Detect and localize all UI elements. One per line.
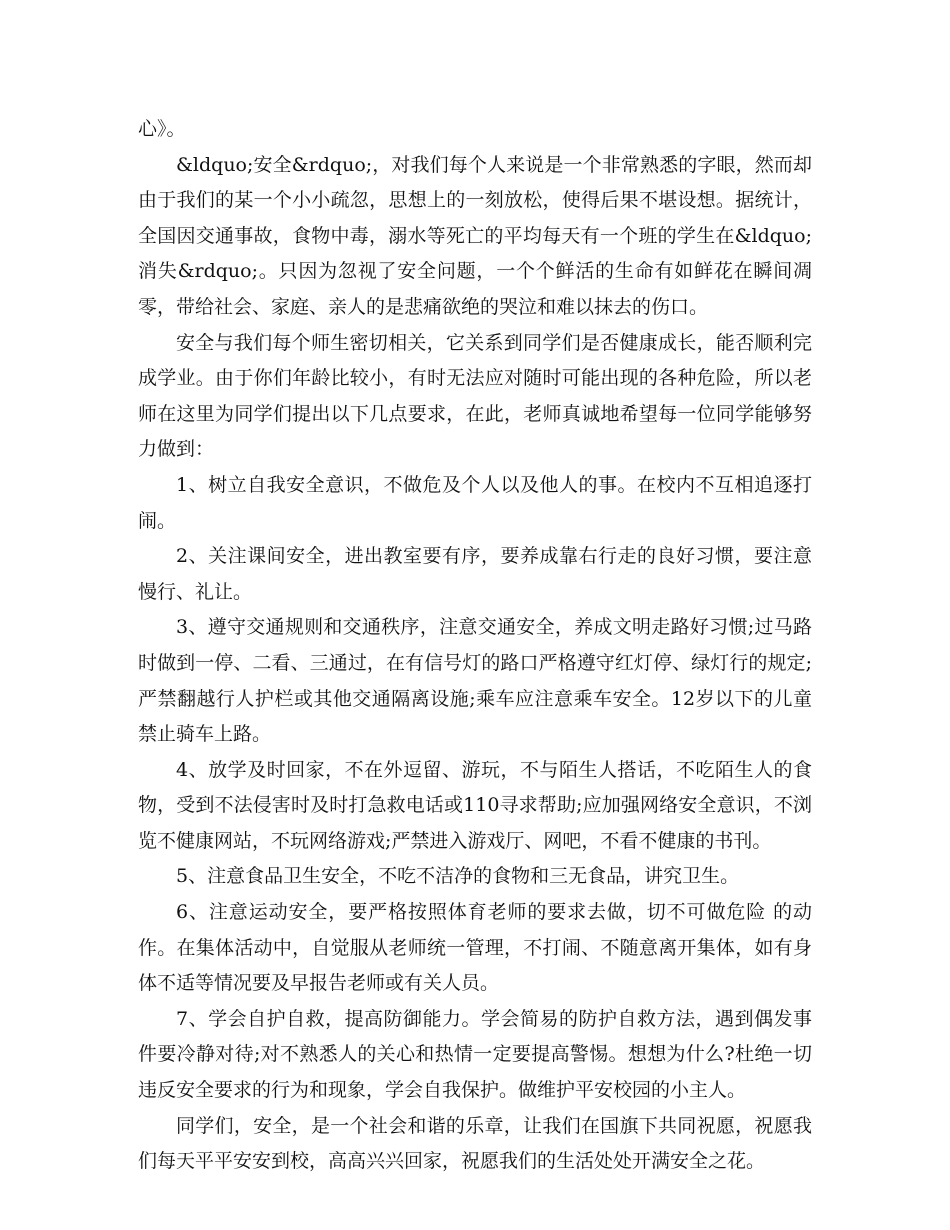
closing-paragraph: 同学们，安全，是一个社会和谐的乐章，让我们在国旗下共同祝愿，祝愿我们每天平平安安到校，高高兴兴回家，祝愿我们的生活处处开满安全之花。 — [138, 1114, 812, 1173]
document-body — [138, 112, 812, 1180]
paragraph-2: &ldquo;安全&rdquo;，对我们每个人来说是一个非常熟悉的字眼，然而却由于我们的某一个小小疏忽，思想上的一刻放松，使得后果不堪设想。据统计，全国因交通事故，食物中毒，溺水等死亡的平均每天有一个班的学生在&ldquo;消失&rdquo;。只因为忽视了安全问题，一个个鲜活的生命有如鲜花在瞬间凋零，带给社会、家庭、亲人的是悲痛欲绝的哭泣和难以抹去的伤口。 — [138, 153, 812, 318]
rule-item-2: 2、关注课间安全，进出教室要有序，要养成靠右行走的良好习惯，要注意慢行、礼让。 — [138, 545, 812, 603]
rule-item-7: 7、学会自护自救，提高防御能力。学会简易的防护自救方法，遇到偶发事件要冷静对待;对不熟悉人的关心和热情一定要提高警惕。想想为什么?杜绝一切违反安全要求的行为和现象，学会自我保护。做维护平安校园的小主人。 — [138, 1007, 812, 1102]
rule-item-6: 6、注意运动安全，要严格按照体育老师的要求去做，切不可做危险 的动作。在集体活动中，自觉服从老师统一管理，不打闹、不随意离开集体，如有身体不适等情况要及早报告老师或有关人员。 — [138, 901, 812, 995]
rule-item-5: 5、注意食品卫生安全，不吃不洁净的食物和三无食品，讲究卫生。 — [176, 865, 740, 888]
rule-item-3: 3、遵守交通规则和交通秩序，注意交通安全，养成文明走路好习惯;过马路时做到一停、二看、三通过，在有信号灯的路口严格遵守红灯停、绿灯行的规定;严禁翻越行人护栏或其他交通隔离设施;乘车应注意乘车安全。12岁以下的儿童禁止骑车上路。 — [138, 616, 812, 746]
paragraph-3: 安全与我们每个师生密切相关，它关系到同学们是否健康成长，能否顺利完成学业。由于你们年龄比较小，有时无法应对随时可能出现的各种危险，所以老师在这里为同学们提出以下几点要求，在此，老师真诚地希望每一位同学能够努力做到： — [138, 331, 812, 461]
rule-item-4: 4、放学及时回家，不在外逗留、游玩，不与陌生人搭话，不吃陌生人的食物，受到不法侵害时及时打急救电话或110寻求帮助;应加强网络安全意识，不浏览不健康网站，不玩网络游戏;严禁进入游戏厅、网吧，不看不健康的书刊。 — [138, 758, 812, 852]
rule-item-1: 1、树立自我安全意识，不做危及个人以及他人的事。在校内不互相追逐打闹。 — [138, 473, 812, 532]
paragraph-1: 心》。 — [138, 118, 186, 140]
